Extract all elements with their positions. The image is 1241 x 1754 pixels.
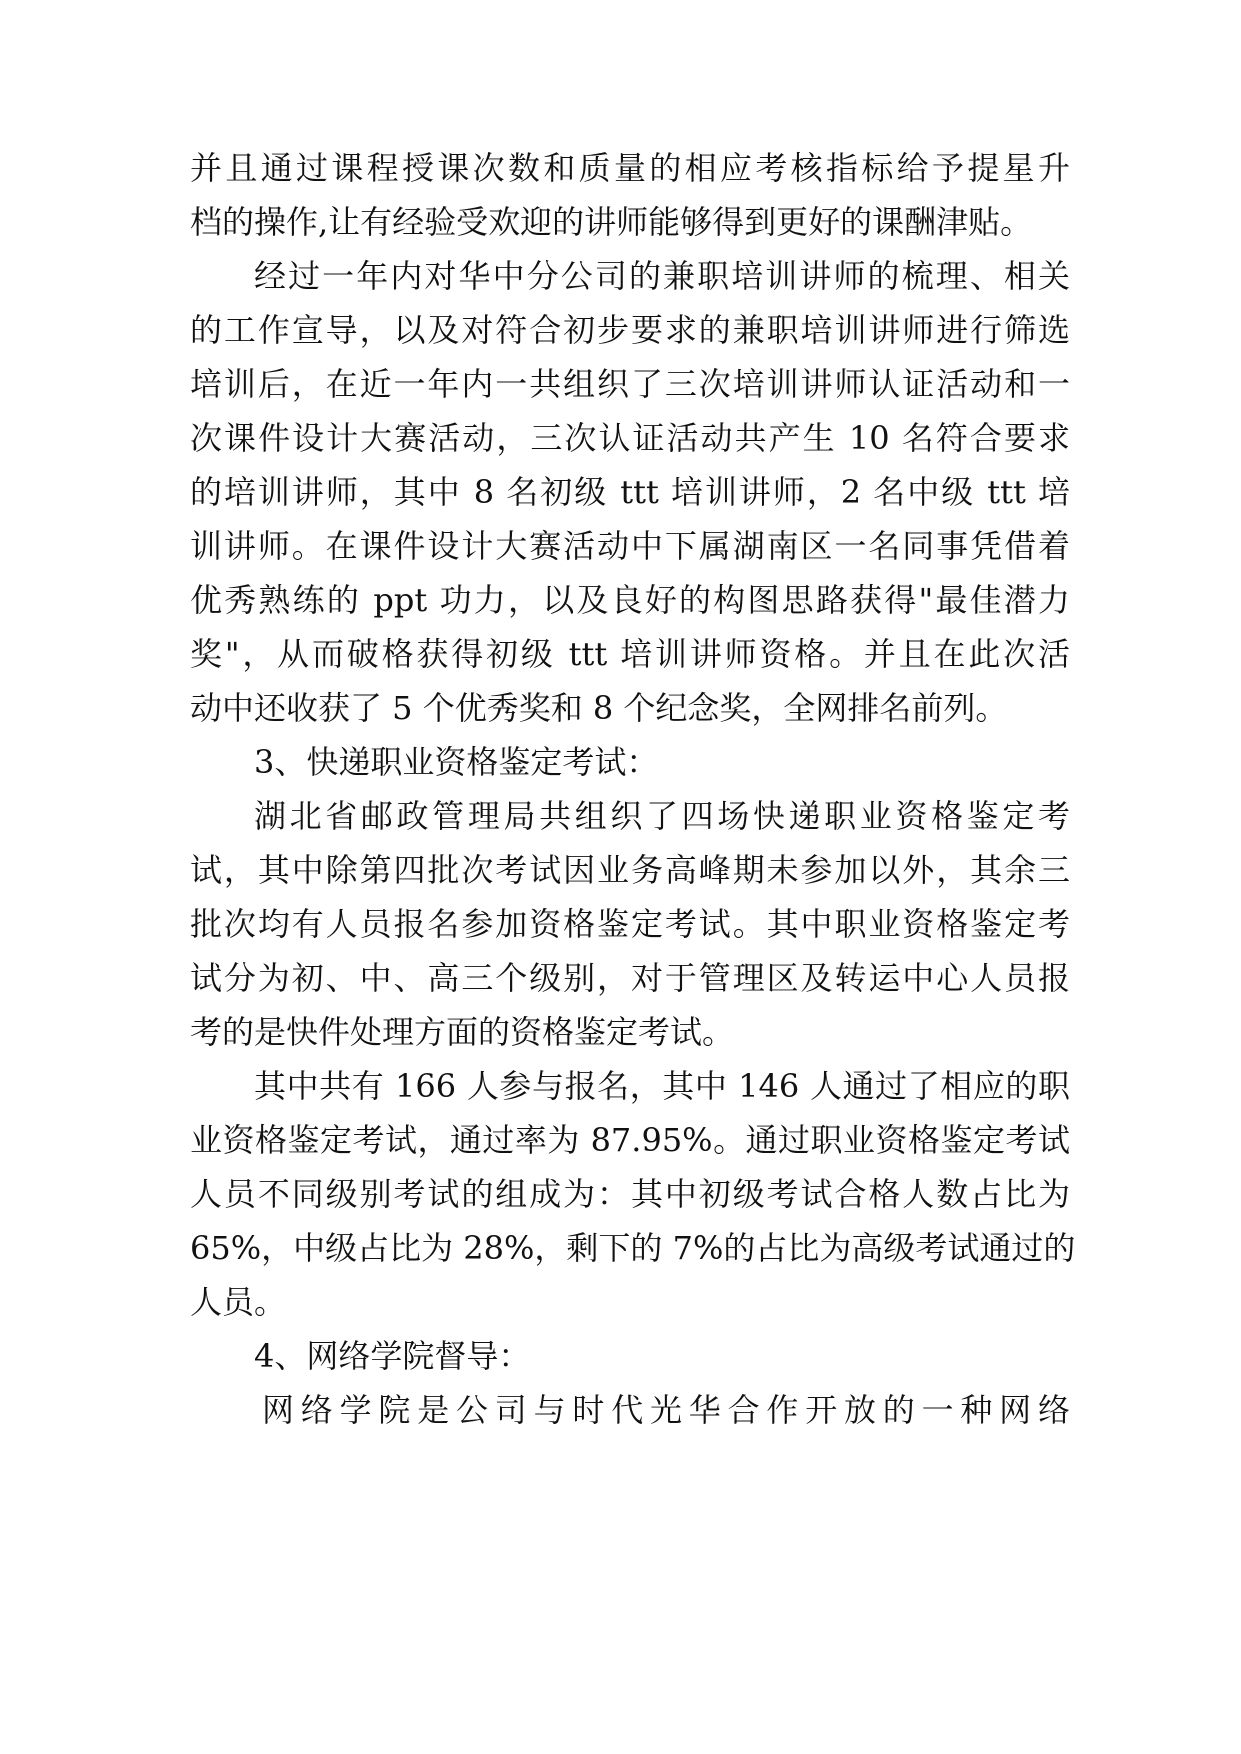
text-line: 奖"，从而破格获得初级 ttt 培训讲师资格。并且在此次活: [190, 635, 1070, 673]
text-line: 次课件设计大赛活动，三次认证活动共产生 10 名符合要求: [190, 419, 1070, 457]
text-line: 人员不同级别考试的组成为：其中初级考试合格人数占比为: [190, 1175, 1070, 1213]
text-line: 训讲师。在课件设计大赛活动中下属湖南区一名同事凭借着: [190, 527, 1070, 565]
section-heading: 4、网络学院督导：: [254, 1337, 531, 1375]
text-line: 动中还收获了 5 个优秀奖和 8 个纪念奖，全网排名前列。: [190, 689, 1008, 727]
text-line: 试分为初、中、高三个级别，对于管理区及转运中心人员报: [190, 959, 1070, 997]
paragraph-start-line: 湖北省邮政管理局共组织了四场快递职业资格鉴定考: [254, 797, 1070, 835]
text-line: 业资格鉴定考试，通过率为 87.95%。通过职业资格鉴定考试: [190, 1121, 1070, 1159]
text-line: 65%，中级占比为 28%，剩下的 7%的占比为高级考试通过的: [190, 1229, 1076, 1267]
text-line: 考的是快件处理方面的资格鉴定考试。: [190, 1013, 735, 1051]
text-line: 的培训讲师，其中 8 名初级 ttt 培训讲师，2 名中级 ttt 培: [190, 473, 1070, 511]
text-line: 培训后，在近一年内一共组织了三次培训讲师认证活动和一: [190, 365, 1070, 403]
paragraph-start-line: 经过一年内对华中分公司的兼职培训讲师的梳理、相关: [254, 257, 1070, 295]
text-line: 并且通过课程授课次数和质量的相应考核指标给予提星升: [190, 149, 1070, 187]
text-line: 档的操作,让有经验受欢迎的讲师能够得到更好的课酬津贴。: [190, 203, 1033, 241]
paragraph-start-line: 网络学院是公司与时代光华合作开放的一种网络: [262, 1391, 1070, 1429]
text-line: 试，其中除第四批次考试因业务高峰期未参加以外，其余三: [190, 851, 1070, 889]
text-line: 优秀熟练的 ppt 功力，以及良好的构图思路获得"最佳潜力: [190, 581, 1070, 619]
text-line: 批次均有人员报名参加资格鉴定考试。其中职业资格鉴定考: [190, 905, 1070, 943]
text-line: 人员。: [190, 1283, 287, 1321]
text-line: 的工作宣导，以及对符合初步要求的兼职培训讲师进行筛选: [190, 311, 1070, 349]
section-heading: 3、快递职业资格鉴定考试：: [254, 743, 659, 781]
paragraph-start-line: 其中共有 166 人参与报名，其中 146 人通过了相应的职: [254, 1067, 1070, 1105]
